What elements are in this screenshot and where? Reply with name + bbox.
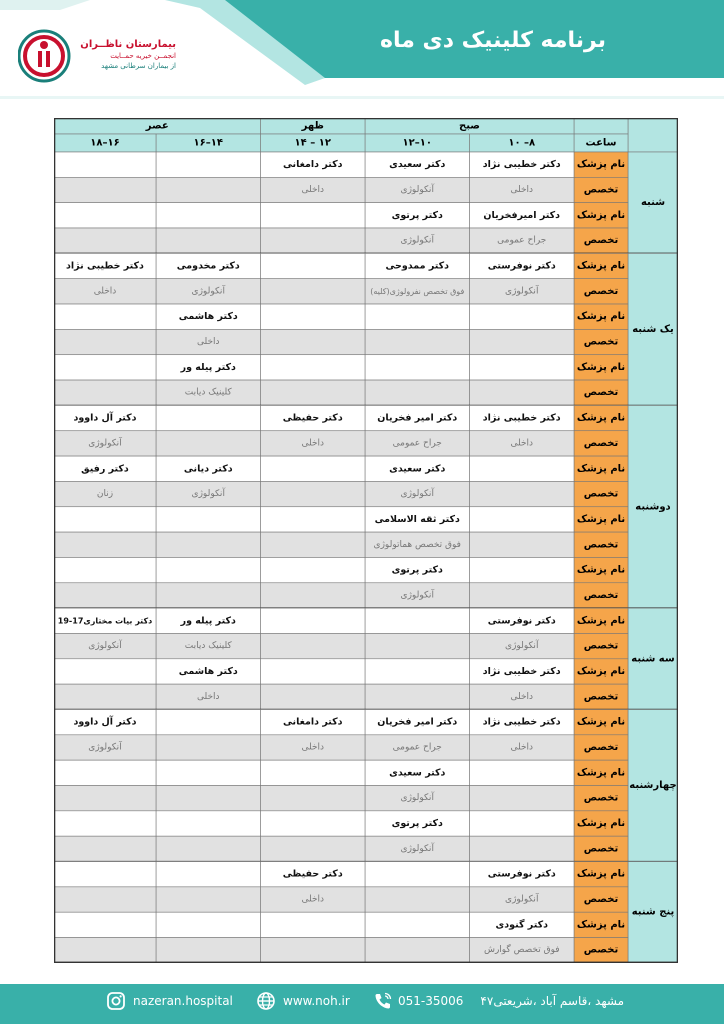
schedule-cell: [261, 608, 366, 633]
specialty-name: آنکولوژی: [505, 641, 539, 652]
specialty-name: داخلی: [510, 438, 534, 449]
schedule-cell: [470, 380, 575, 405]
specialty-name: آنکولوژی: [400, 843, 434, 854]
schedule-cell: [54, 304, 156, 329]
footer-instagram[interactable]: nazeran.hospital: [133, 994, 233, 1008]
doctor-name: دکتر پیله ور: [180, 361, 236, 373]
doctor-name: دکتر خطیبی نژاد: [66, 260, 144, 272]
doctor-name: دکتر سعیدی: [389, 767, 446, 779]
specialty-label: تخصص: [583, 539, 619, 551]
hospital-logo-icon: [18, 28, 74, 84]
specialty-name: داخلی: [301, 438, 325, 449]
doctor-label: نام پزشک: [576, 564, 626, 576]
slot-label: ۱۲ – ۱۴: [294, 137, 331, 149]
day-name: پنج شنبه: [631, 906, 675, 918]
doctor-name: دکتر ثقه الاسلامی: [374, 513, 460, 525]
footer-website[interactable]: www.noh.ir: [283, 994, 350, 1008]
specialty-label: تخصص: [583, 843, 619, 855]
schedule-cell: [54, 887, 156, 912]
schedule-cell: [261, 659, 366, 684]
schedule-cell: [54, 912, 156, 937]
doctor-label: نام پزشک: [576, 463, 626, 475]
schedule-cell: [261, 481, 366, 506]
day-name: یک شنبه: [632, 323, 674, 335]
specialty-name: جراح عمومی: [497, 235, 547, 246]
schedule-cell: [54, 203, 156, 228]
doctor-name: دکتر ممدوحی: [385, 260, 450, 272]
specialty-name: آنکولوژی: [400, 489, 434, 500]
logo-subtitle-1: انجمــن خیریه حمــایت: [110, 52, 176, 60]
schedule-cell: [470, 583, 575, 608]
doctor-label: نام پزشک: [576, 665, 626, 677]
schedule-cell: [261, 557, 366, 582]
specialty-label: تخصص: [583, 640, 619, 652]
schedule-cell: [365, 912, 470, 937]
specialty-name: آنکولوژی: [505, 286, 539, 297]
schedule-cell: [365, 633, 470, 658]
specialty-label: تخصص: [583, 741, 619, 753]
specialty-label: تخصص: [583, 235, 619, 247]
schedule-cell: [54, 507, 156, 532]
doctor-name: دکتر دامغانی: [282, 159, 343, 171]
specialty-name: داخلی: [196, 337, 220, 348]
schedule-cell: [365, 380, 470, 405]
schedule-cell: [261, 811, 366, 836]
corner-header-top: [574, 118, 628, 134]
schedule-cell: [156, 887, 261, 912]
schedule-cell: [261, 836, 366, 861]
schedule-cell: [470, 507, 575, 532]
doctor-name: دکتر حفیظی: [282, 412, 343, 424]
logo-subtitle-2: از بیماران سرطانی مشهد: [101, 62, 176, 70]
specialty-label: تخصص: [583, 437, 619, 449]
schedule-cell: [156, 760, 261, 785]
slot-label: ۱۴–۱۶: [193, 137, 223, 149]
period-label: ظهر: [301, 120, 324, 132]
schedule-cell: [156, 938, 261, 963]
specialty-name: آنکولوژی: [88, 742, 122, 753]
logo-hospital-name: بیمارستان ناظــران: [80, 39, 176, 50]
specialty-label: تخصص: [583, 488, 619, 500]
schedule-cell: [261, 329, 366, 354]
schedule-cell: [156, 405, 261, 430]
doctor-name: دکتر آل داوود: [73, 716, 137, 728]
schedule-cell: [261, 583, 366, 608]
schedule-cell: [156, 786, 261, 811]
schedule-cell: [54, 152, 156, 177]
specialty-label: تخصص: [583, 944, 619, 956]
schedule-cell: [261, 786, 366, 811]
schedule-cell: [156, 177, 261, 202]
schedule-cell: [54, 786, 156, 811]
specialty-name: کلینیک دیابت: [184, 387, 232, 398]
instagram-icon: [106, 991, 126, 1011]
doctor-name: دکتر مخدومی: [176, 260, 240, 272]
schedule-cell: [261, 912, 366, 937]
schedule-cell: [156, 735, 261, 760]
doctor-label: نام پزشک: [576, 818, 626, 830]
specialty-name: داخلی: [510, 691, 534, 702]
schedule-cell: [54, 177, 156, 202]
schedule-cell: [261, 380, 366, 405]
doctor-label: نام پزشک: [576, 716, 626, 728]
specialty-name: داخلی: [93, 286, 117, 297]
specialty-name: آنکولوژی: [400, 590, 434, 601]
slot-label: ۸– ۱۰: [508, 137, 536, 149]
doctor-label: نام پزشک: [576, 868, 626, 880]
schedule-cell: [54, 760, 156, 785]
specialty-name: آنکولوژی: [88, 641, 122, 652]
schedule-cell: [470, 456, 575, 481]
doctor-label: نام پزشک: [576, 209, 626, 221]
footer: [0, 984, 724, 1024]
schedule-cell: [156, 709, 261, 734]
doctor-name: دکتر هاشمی: [178, 311, 238, 323]
specialty-name: داخلی: [510, 742, 534, 753]
schedule-cell: [261, 760, 366, 785]
period-label: عصر: [145, 120, 169, 132]
logo-text: [76, 38, 176, 71]
specialty-label: تخصص: [583, 387, 619, 399]
period-label: صبح: [459, 120, 480, 132]
schedule-table: [54, 118, 678, 963]
schedule-cell: [156, 811, 261, 836]
specialty-label: تخصص: [583, 894, 619, 906]
specialty-name: فوق تخصص گوارش: [483, 945, 560, 956]
doctor-name: دکتر خطیبی نژاد: [482, 665, 561, 677]
corner-label: ساعت: [585, 137, 617, 149]
schedule-cell: [261, 507, 366, 532]
schedule-cell: [365, 659, 470, 684]
doctor-label: نام پزشک: [576, 361, 626, 373]
footer-phone[interactable]: 051-35006: [398, 994, 464, 1008]
doctor-name: دکتر پرتوی: [391, 818, 443, 830]
specialty-name: آنکولوژی: [191, 489, 225, 500]
schedule-cell: [470, 532, 575, 557]
doctor-name: دکتر حفیظی: [282, 868, 343, 880]
schedule-cell: [470, 760, 575, 785]
footer-address: مشهد ،قاسم آباد ،شریعتی۴۷: [480, 994, 624, 1008]
schedule-cell: [470, 836, 575, 861]
specialty-name: داخلی: [510, 185, 534, 196]
schedule-cell: [54, 380, 156, 405]
schedule-cell: [365, 887, 470, 912]
schedule-cell: [261, 684, 366, 709]
doctor-label: نام پزشک: [576, 919, 626, 931]
schedule-cell: [156, 203, 261, 228]
specialty-name: کلینیک دیابت: [184, 641, 232, 652]
slot-label: ۱۰–۱۲: [402, 137, 432, 149]
doctor-name: دکتر نوفرستی: [487, 260, 556, 272]
schedule-cell: [156, 532, 261, 557]
doctor-name: دکتر خطیبی نژاد: [482, 716, 561, 728]
schedule-cell: [261, 279, 366, 304]
doctor-name: دکتر آل داوود: [73, 412, 137, 424]
specialty-label: تخصص: [583, 691, 619, 703]
doctor-name: دکتر نوفرستی: [487, 615, 556, 627]
schedule-cell: [365, 938, 470, 963]
doctor-name: دکتر دامغانی: [282, 716, 343, 728]
schedule-cell: [261, 532, 366, 557]
specialty-name: زنان: [96, 489, 114, 500]
doctor-label: نام پزشک: [576, 615, 626, 627]
schedule-cell: [54, 862, 156, 887]
schedule-cell: [54, 938, 156, 963]
specialty-name: جراح عمومی: [392, 742, 442, 753]
specialty-name: آنکولوژی: [88, 438, 122, 449]
schedule-cell: [54, 811, 156, 836]
schedule-cell: [365, 355, 470, 380]
schedule-cell: [470, 329, 575, 354]
schedule-cell: [54, 355, 156, 380]
doctor-name: دکتر پرتوی: [391, 209, 443, 221]
schedule-cell: [261, 304, 366, 329]
doctor-name: دکتر امیر فخریان: [377, 716, 458, 728]
doctor-label: نام پزشک: [576, 260, 626, 272]
schedule-cell: [156, 557, 261, 582]
doctor-name: دکتر بیات مختاری17-19: [57, 616, 153, 626]
doctor-name: دکتر امیر فخریان: [377, 412, 458, 424]
specialty-label: تخصص: [583, 285, 619, 297]
schedule-cell: [54, 532, 156, 557]
specialty-name: داخلی: [301, 185, 325, 196]
schedule-cell: [156, 912, 261, 937]
schedule-cell: [54, 583, 156, 608]
schedule-cell: [54, 684, 156, 709]
specialty-name: آنکولوژی: [505, 894, 539, 905]
specialty-label: تخصص: [583, 184, 619, 196]
schedule-cell: [365, 329, 470, 354]
specialty-name: آنکولوژی: [400, 185, 434, 196]
day-name: دوشنبه: [635, 501, 671, 513]
phone-icon: [373, 991, 393, 1011]
day-name: چهارشنبه: [629, 780, 677, 791]
doctor-name: دکتر هاشمی: [178, 665, 238, 677]
schedule-cell: [261, 253, 366, 278]
schedule-cell: [365, 862, 470, 887]
schedule-cell: [156, 836, 261, 861]
day-header-cell: [628, 118, 678, 152]
schedule-cell: [365, 684, 470, 709]
schedule-cell: [261, 456, 366, 481]
schedule-cell: [261, 228, 366, 253]
page-title: برنامه کلینیک دی ماه: [380, 28, 606, 53]
specialty-name: داخلی: [301, 742, 325, 753]
schedule-cell: [470, 304, 575, 329]
schedule-cell: [54, 228, 156, 253]
specialty-name: آنکولوژی: [400, 793, 434, 804]
specialty-name: آنکولوژی: [191, 286, 225, 297]
schedule-cell: [156, 228, 261, 253]
specialty-label: تخصص: [583, 792, 619, 804]
schedule-cell: [365, 304, 470, 329]
schedule-cell: [470, 811, 575, 836]
schedule-cell: [261, 938, 366, 963]
schedule-cell: [54, 329, 156, 354]
specialty-name: فوق تخصص هماتولوژی: [373, 539, 461, 550]
schedule-cell: [261, 633, 366, 658]
schedule-cell: [54, 557, 156, 582]
doctor-label: نام پزشک: [576, 767, 626, 779]
specialty-label: تخصص: [583, 336, 619, 348]
doctor-name: دکتر امیرفخریان: [483, 209, 561, 221]
specialty-name: داخلی: [301, 894, 325, 905]
schedule-cell: [156, 431, 261, 456]
day-name: شنبه: [640, 197, 666, 209]
schedule-cell: [470, 355, 575, 380]
specialty-name: آنکولوژی: [400, 235, 434, 246]
doctor-name: دکتر خطیبی نژاد: [482, 412, 561, 424]
schedule-cell: [156, 583, 261, 608]
schedule-cell: [156, 152, 261, 177]
doctor-label: نام پزشک: [576, 311, 626, 323]
schedule-cell: [470, 786, 575, 811]
specialty-name: جراح عمومی: [392, 438, 442, 449]
schedule-cell: [156, 862, 261, 887]
doctor-name: دکتر نوفرستی: [487, 868, 556, 880]
doctor-name: دکتر رفیق: [81, 463, 129, 475]
doctor-name: دکتر گنودی: [495, 919, 548, 931]
doctor-name: دکتر پرتوی: [391, 564, 443, 576]
doctor-name: دکتر خطیبی نژاد: [482, 159, 561, 171]
doctor-label: نام پزشک: [576, 159, 626, 171]
schedule-cell: [261, 203, 366, 228]
schedule-cell: [156, 507, 261, 532]
schedule-cell: [365, 608, 470, 633]
doctor-name: دکتر دیانی: [183, 463, 233, 475]
doctor-label: نام پزشک: [576, 513, 626, 525]
schedule-cell: [470, 557, 575, 582]
specialty-name: فوق تخصص نفرولوژی(کلیه): [370, 286, 465, 296]
schedule-cell: [54, 836, 156, 861]
specialty-label: تخصص: [583, 589, 619, 601]
doctor-label: نام پزشک: [576, 412, 626, 424]
globe-icon: [256, 991, 276, 1011]
doctor-name: دکتر سعیدی: [389, 159, 446, 171]
schedule-cell: [261, 355, 366, 380]
specialty-name: داخلی: [196, 691, 220, 702]
slot-label: ۱۶–۱۸: [90, 137, 120, 149]
doctor-name: دکتر پیله ور: [180, 615, 236, 627]
day-name: سه شنبه: [631, 653, 675, 665]
schedule-cell: [470, 481, 575, 506]
schedule-cell: [54, 659, 156, 684]
doctor-name: دکتر سعیدی: [389, 463, 446, 475]
